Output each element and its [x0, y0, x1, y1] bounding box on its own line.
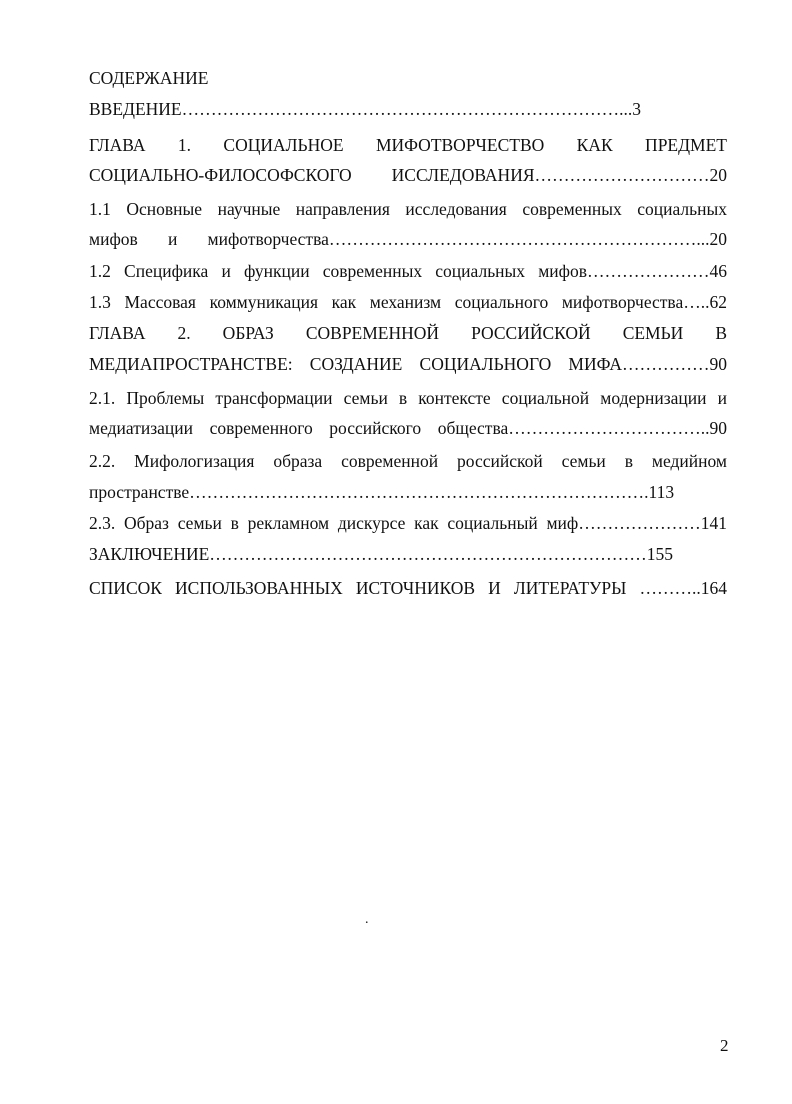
toc-entry-chapter-2-title-line-2: МЕДИАПРОСТРАНСТВЕ: СОЗДАНИЕ СОЦИАЛЬНОГО МИФА……………90	[89, 354, 727, 374]
toc-entry-chapter-1-title-line-2: СОЦИАЛЬНО-ФИЛОСОФСКОГО ИССЛЕДОВАНИЯ…………………………20	[89, 165, 727, 185]
toc-entry-section-1-3: 1.3 Массовая коммуникация как механизм социального мифотворчества…..62	[89, 292, 727, 312]
toc-entry-section-1-1-line-1: 1.1 Основные научные направления исследования современных социальных	[89, 199, 727, 219]
page-number: 2	[720, 1036, 729, 1055]
toc-entry-introduction: ВВЕДЕНИЕ…………………………………………………………………...3	[89, 99, 642, 119]
stray-dot-mark: .	[365, 912, 369, 927]
toc-entry-section-2-1-line-1: 2.1. Проблемы трансформации семьи в контексте социальной модернизации и	[89, 388, 727, 408]
toc-entry-section-1-2: 1.2 Специфика и функции современных социальных мифов…………………46	[89, 261, 727, 281]
toc-entry-chapter-2-title-line-1: ГЛАВА 2. ОБРАЗ СОВРЕМЕННОЙ РОССИЙСКОЙ СЕМЬИ В	[89, 323, 727, 343]
toc-entry-references: СПИСОК ИСПОЛЬЗОВАННЫХ ИСТОЧНИКОВ И ЛИТЕРАТУРЫ ………..164	[89, 578, 727, 598]
toc-heading: СОДЕРЖАНИЕ	[89, 68, 209, 88]
toc-entry-section-2-2-line-1: 2.2. Мифологизация образа современной российской семьи в медийном	[89, 451, 727, 471]
toc-entry-chapter-1-title-line-1: ГЛАВА 1. СОЦИАЛЬНОЕ МИФОТВОРЧЕСТВО КАК ПРЕДМЕТ	[89, 135, 727, 155]
toc-entry-section-1-1-line-2: мифов и мифотворчества………………………………………………………...20	[89, 229, 727, 249]
toc-entry-section-2-1-line-2: медиатизации современного российского общества……………………………..90	[89, 418, 727, 438]
toc-entry-section-2-2-line-2: пространстве…………………………………………………………………….113	[89, 482, 675, 502]
toc-entry-section-2-3: 2.3. Образ семьи в рекламном дискурсе как социальный миф…………………141	[89, 513, 727, 533]
toc-entry-conclusion: ЗАКЛЮЧЕНИЕ…………………………………………………………………155	[89, 544, 674, 564]
